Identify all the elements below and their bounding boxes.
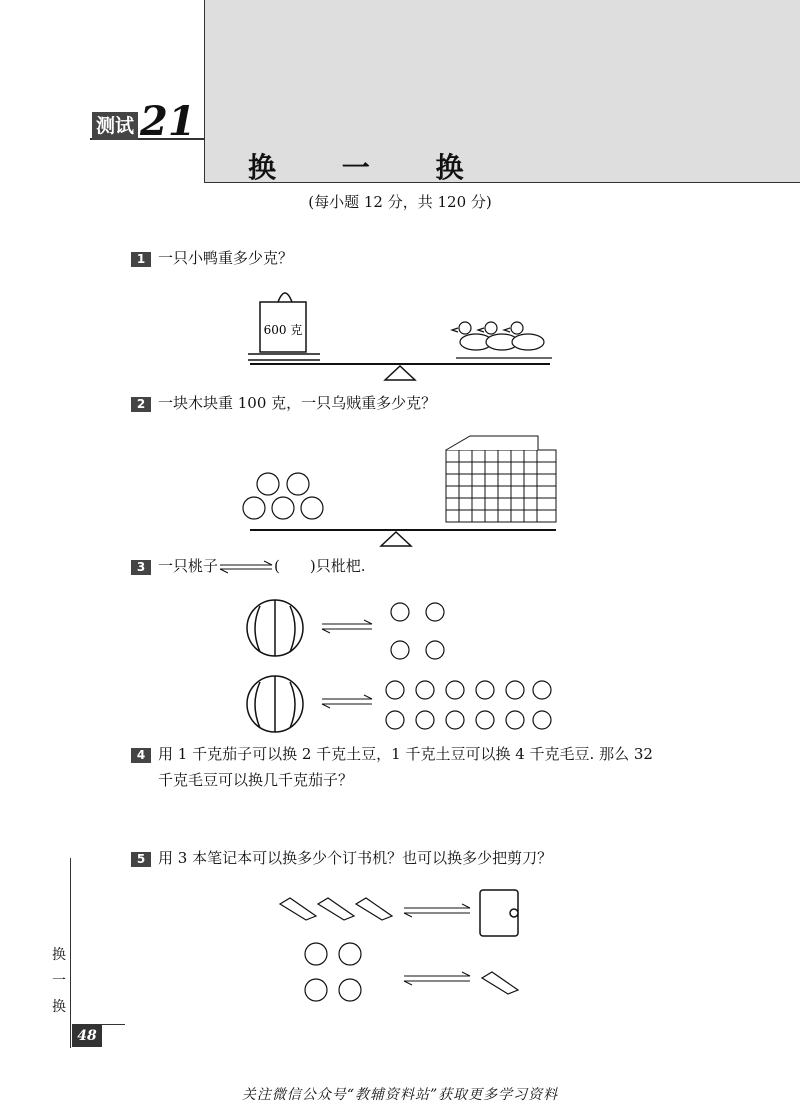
question-3-text-start: 一只桃子: [158, 557, 219, 575]
watermelon-icon: [247, 676, 303, 732]
weight-label: 600 克: [263, 323, 303, 337]
page-title: 换 一 换: [248, 151, 492, 184]
question-5-exchange-figure: [276, 886, 526, 1010]
question-text-2: 一块木块重 100 克，一只乌贼重多少克？: [158, 394, 437, 412]
question-3-exchange-figure: [240, 594, 560, 734]
exchange-arrows-icon: [322, 695, 372, 708]
exchange-arrows-icon: [218, 561, 274, 573]
sidebar-char: 一: [52, 973, 66, 989]
wood-blocks-grid: [446, 436, 556, 522]
stapler-icon: [482, 972, 518, 994]
sidebar-char: 换: [52, 999, 66, 1015]
question-number-1: 1: [131, 252, 151, 267]
question-text-3: [158, 554, 366, 578]
question-number-4: 4: [131, 748, 151, 763]
exchange-arrows-icon: [322, 620, 372, 633]
watermelon-icon: [247, 600, 303, 656]
sidebar-rule: [70, 858, 71, 1048]
question-text-4-line-2: 千克毛豆可以换几千克茄子？: [158, 771, 354, 789]
question-text-1: 一只小鸭重多少克？: [158, 249, 294, 267]
exchange-arrows-icon: [404, 904, 470, 917]
question-2-balance-figure: [238, 432, 568, 550]
question-number-2: 2: [131, 397, 151, 412]
question-number-5: 5: [131, 852, 151, 867]
exchange-arrows-icon: [404, 972, 470, 985]
test-number: 21: [140, 98, 196, 145]
sidebar-title: [50, 942, 68, 1020]
loquats-group: [386, 681, 551, 729]
peaches-group: [391, 603, 444, 659]
notebook-icon: [480, 890, 518, 936]
question-3-blank: ( )只枇杷.: [274, 557, 366, 575]
footer-note: 关注微信公众号“教辅资料站”获取更多学习资料: [241, 1087, 559, 1103]
test-label: [92, 98, 196, 145]
page-number: 48: [72, 1025, 102, 1047]
scissors-group: [305, 943, 361, 1001]
ducks-group: [452, 322, 552, 358]
question-number-3: 3: [131, 560, 151, 575]
page-subtitle: (每小题 12 分，共 120 分): [308, 193, 492, 211]
staplers-group: [280, 898, 392, 920]
sidebar-char: 换: [52, 947, 66, 963]
question-1-balance-figure: [240, 282, 560, 382]
question-text-5: 用 3 本笔记本可以换多少个订书机？也可以换多少把剪刀？: [158, 849, 553, 867]
squid-group: [243, 473, 323, 519]
question-text-4-line-1: 用 1 千克茄子可以换 2 千克土豆，1 千克土豆可以换 4 千克毛豆. 那么 32: [158, 745, 653, 763]
test-label-text: 测试: [92, 112, 138, 140]
